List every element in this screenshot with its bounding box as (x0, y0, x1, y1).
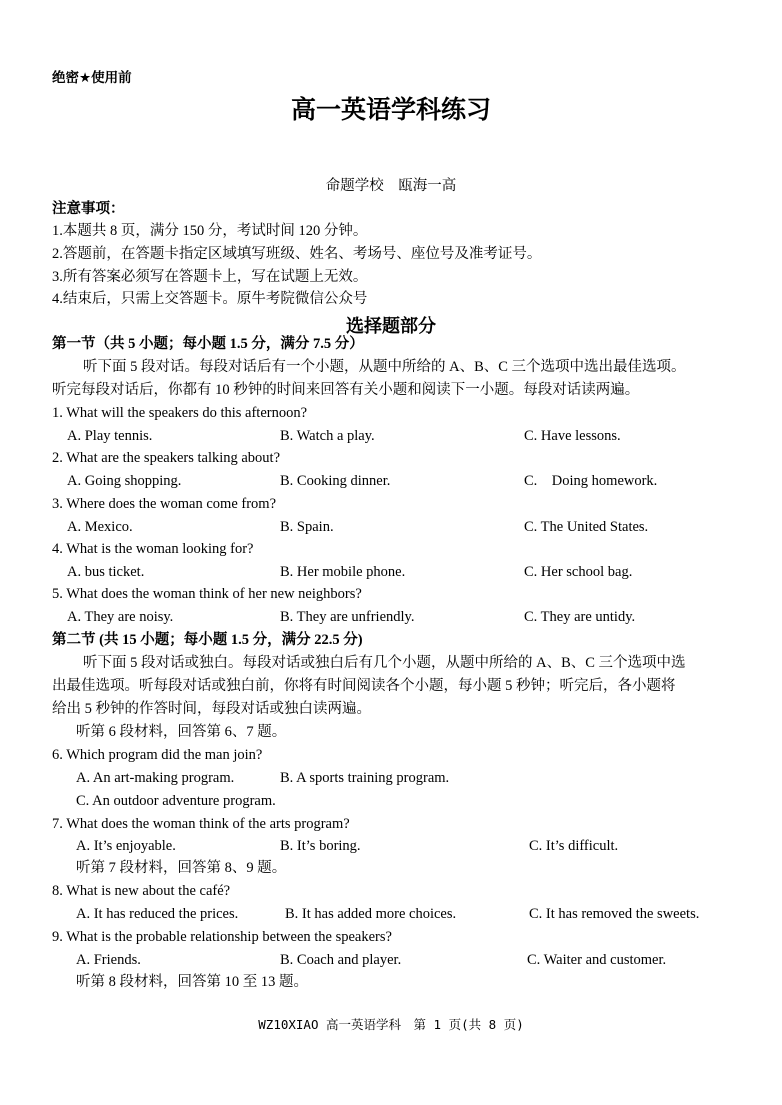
question-text: 6. Which program did the man join? (52, 747, 263, 763)
option-b: B. Cooking dinner. (280, 473, 391, 489)
section2-heading: 第二节 (共 15 小题；每小题 1.5 分，满分 22.5 分) (52, 632, 363, 648)
question-text: 9. What is the probable relationship between the speakers? (52, 929, 392, 945)
question-text: 2. What are the speakers talking about? (52, 450, 281, 466)
notice-item: 2.答题前，在答题卡指定区域填写班级、姓名、考场号、座位号及准考证号。 (52, 246, 542, 262)
option-b: B. Coach and player. (280, 952, 402, 968)
option-b: B. It has added more choices. (285, 906, 457, 922)
question-text: 4. What is the woman looking for? (52, 541, 254, 557)
part-title: 选择题部分 (346, 316, 436, 336)
notice-item: 4.结束后，只需上交答题卡。原牛考院微信公众号 (52, 291, 368, 307)
option-a: A. Mexico. (67, 519, 133, 535)
material-6-note: 听第 6 段材料，回答第 6、7 题。 (76, 724, 287, 740)
option-c: C. Have lessons. (524, 428, 621, 444)
material-7-note: 听第 7 段材料，回答第 8、9 题。 (76, 860, 287, 876)
option-b: B. A sports training program. (280, 770, 450, 786)
classification-label: 绝密★使用前 (52, 70, 132, 86)
option-c: C. It has removed the sweets. (529, 906, 700, 922)
option-c: C. Her school bag. (524, 564, 633, 580)
option-a: A. They are noisy. (67, 609, 174, 625)
section2-instruction: 出最佳选项。听每段对话或独白前，你将有时间阅读各个小题，每小题 5 秒钟；听完后，各小题将 (52, 678, 676, 694)
option-c: C. It’s difficult. (529, 838, 619, 854)
notice-item: 1.本题共 8 页，满分 150 分，考试时间 120 分钟。 (52, 223, 368, 239)
option-a: A. Going shopping. (67, 473, 182, 489)
option-b: B. Spain. (280, 519, 334, 535)
section1-instruction: 听下面 5 段对话。每段对话后有一个小题，从题中所给的 A、B、C 三个选项中选出最佳选项。 (83, 359, 686, 375)
option-b: B. They are unfriendly. (280, 609, 415, 625)
option-a: A. An art-making program. (76, 770, 235, 786)
page-footer: WZ10XIAO 高一英语学科 第 1 页(共 8 页) (258, 1017, 524, 1032)
question-text: 1. What will the speakers do this afternoon? (52, 405, 308, 421)
option-c: C. An outdoor adventure program. (76, 793, 276, 809)
notice-item: 3.所有答案必须写在答题卡上，写在试题上无效。 (52, 269, 368, 285)
section1-instruction: 听完每段对话后，你都有 10 秒钟的时间来回答有关小题和阅读下一小题。每段对话读两遍。 (52, 382, 640, 398)
section2-instruction: 听下面 5 段对话或独白。每段对话或独白后有几个小题，从题中所给的 A、B、C 三个选项中选 (83, 655, 686, 671)
question-text: 3. Where does the woman come from? (52, 496, 276, 512)
page-title: 高一英语学科练习 (290, 97, 491, 124)
option-c: C. Waiter and customer. (527, 952, 667, 968)
question-text: 8. What is new about the café? (52, 883, 231, 899)
option-a: A. It has reduced the prices. (76, 906, 239, 922)
notice-heading: 注意事项： (52, 201, 125, 217)
option-a: A. Play tennis. (67, 428, 153, 444)
section1-heading: 第一节（共 5 小题；每小题 1.5 分，满分 7.5 分） (52, 336, 364, 352)
option-c: C. Doing homework. (524, 473, 658, 489)
school-line: 命题学校 瓯海一高 (325, 178, 457, 194)
option-a: A. It’s enjoyable. (76, 838, 176, 854)
question-text: 5. What does the woman think of her new neighbors? (52, 586, 362, 602)
material-8-note: 听第 8 段材料，回答第 10 至 13 题。 (76, 974, 308, 990)
option-a: A. bus ticket. (67, 564, 145, 580)
option-b: B. Watch a play. (280, 428, 375, 444)
option-a: A. Friends. (76, 952, 141, 968)
option-b: B. Her mobile phone. (280, 564, 406, 580)
option-c: C. They are untidy. (524, 609, 636, 625)
section2-instruction: 给出 5 秒钟的作答时间，每段对话或独白读两遍。 (52, 701, 371, 717)
question-text: 7. What does the woman think of the arts program? (52, 816, 350, 832)
option-c: C. The United States. (524, 519, 649, 535)
option-b: B. It’s boring. (280, 838, 361, 854)
